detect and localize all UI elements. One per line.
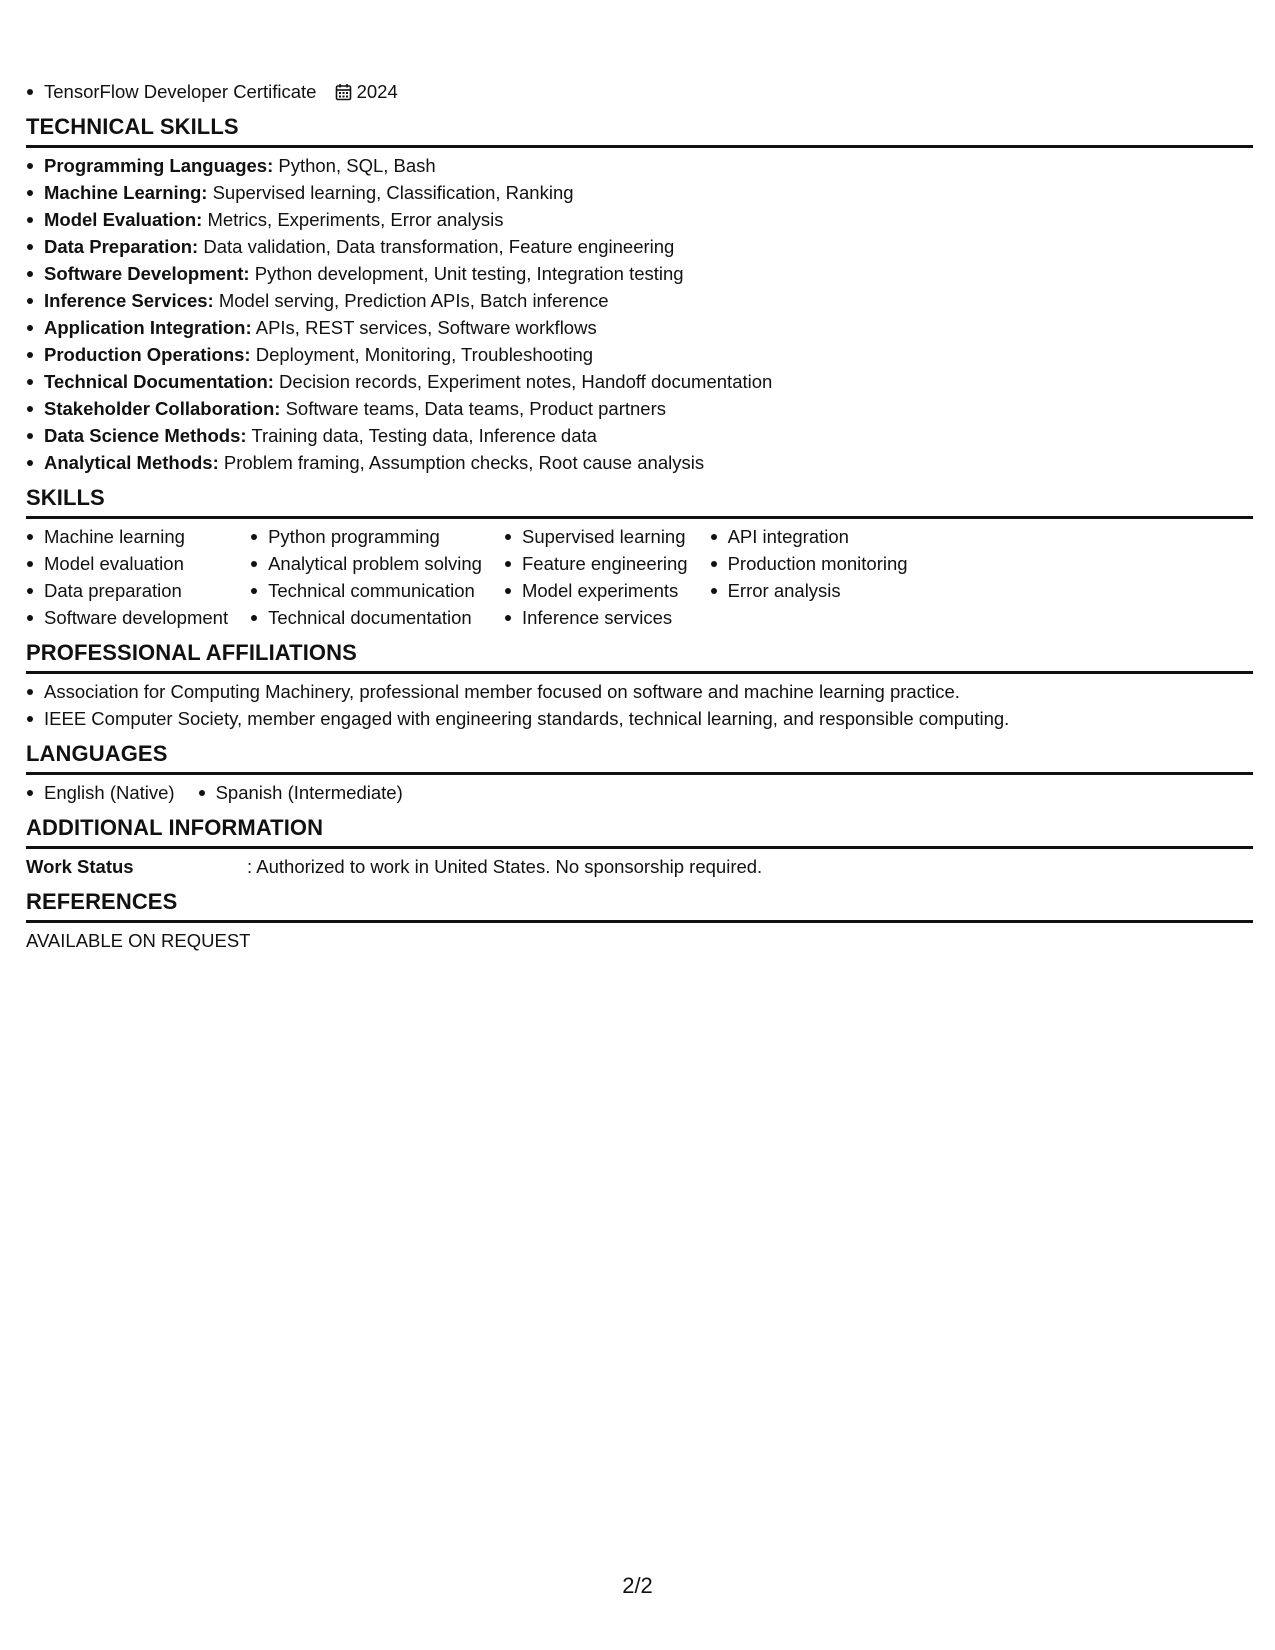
resume-page — [26, 78, 1253, 954]
languages-section — [26, 740, 1253, 806]
skill-item: Machine learning — [26, 523, 228, 550]
technical-skill-item — [26, 368, 1253, 395]
technical-skill-item — [26, 314, 1253, 341]
skill-category: Stakeholder Collaboration: — [44, 398, 281, 419]
skills-grid — [26, 523, 1253, 631]
affiliation-item: IEEE Computer Society, member engaged with engineering standards, technical learning, and responsible computing. — [26, 705, 1253, 732]
skill-item: Error analysis — [710, 577, 908, 604]
section-title-technical-skills: TECHNICAL SKILLS — [26, 113, 1253, 148]
skill-item: Software development — [26, 604, 228, 631]
skill-values: Deployment, Monitoring, Troubleshooting — [255, 344, 594, 365]
technical-skill-item — [26, 395, 1253, 422]
section-title-references: REFERENCES — [26, 888, 1253, 923]
skill-category: Technical Documentation: — [44, 371, 274, 392]
section-title-affiliations: PROFESSIONAL AFFILIATIONS — [26, 639, 1253, 674]
skill-category: Application Integration: — [44, 317, 252, 338]
skill-values: Python development, Unit testing, Integration testing — [254, 263, 684, 284]
skill-item: Model evaluation — [26, 550, 228, 577]
skill-values: Supervised learning, Classification, Ranking — [212, 182, 574, 203]
skill-item: Technical communication — [250, 577, 482, 604]
language-item: Spanish (Intermediate) — [198, 779, 403, 806]
certifications-list — [26, 78, 1253, 105]
technical-skill-item — [26, 422, 1253, 449]
technical-skill-item — [26, 260, 1253, 287]
references-text: AVAILABLE ON REQUEST — [26, 930, 251, 951]
skill-category: Software Development: — [44, 263, 250, 284]
work-status-value: : Authorized to work in United States. No sponsorship required. — [247, 856, 763, 877]
skills-section — [26, 484, 1253, 631]
skill-values: Decision records, Experiment notes, Handoff documentation — [279, 371, 773, 392]
skills-column — [710, 523, 908, 631]
skill-category: Model Evaluation: — [44, 209, 203, 230]
skills-column — [504, 523, 688, 631]
affiliations-list — [26, 678, 1253, 732]
skill-values: Python, SQL, Bash — [278, 155, 436, 176]
certification-item — [26, 78, 1253, 105]
section-title-languages: LANGUAGES — [26, 740, 1253, 775]
section-title-skills: SKILLS — [26, 484, 1253, 519]
technical-skill-item — [26, 179, 1253, 206]
technical-skill-item — [26, 233, 1253, 260]
languages-list — [26, 779, 1253, 806]
certification-year: 2024 — [356, 81, 398, 102]
skill-category: Production Operations: — [44, 344, 251, 365]
skill-item: Analytical problem solving — [250, 550, 482, 577]
skill-item: Data preparation — [26, 577, 228, 604]
skills-column — [250, 523, 482, 631]
skill-item: Feature engineering — [504, 550, 688, 577]
skill-category: Data Science Methods: — [44, 425, 247, 446]
skill-item: Technical documentation — [250, 604, 482, 631]
affiliations-section — [26, 639, 1253, 732]
technical-skill-item — [26, 206, 1253, 233]
skill-item: API integration — [710, 523, 908, 550]
skill-category: Machine Learning: — [44, 182, 208, 203]
skill-category: Inference Services: — [44, 290, 214, 311]
work-status-row — [26, 853, 1253, 880]
technical-skills-section — [26, 113, 1253, 476]
additional-info-section — [26, 814, 1253, 880]
skill-item: Supervised learning — [504, 523, 688, 550]
work-status-label: Work Status — [26, 856, 134, 877]
skill-values: Data validation, Data transformation, Feature engineering — [203, 236, 675, 257]
technical-skill-item — [26, 152, 1253, 179]
section-title-additional-info: ADDITIONAL INFORMATION — [26, 814, 1253, 849]
references-section — [26, 888, 1253, 954]
page-number: 2/2 — [622, 1573, 653, 1598]
skill-item: Production monitoring — [710, 550, 908, 577]
skill-category: Programming Languages: — [44, 155, 274, 176]
affiliation-item: Association for Computing Machinery, professional member focused on software and machine learning practice. — [26, 678, 1253, 705]
skill-category: Analytical Methods: — [44, 452, 219, 473]
skill-item: Inference services — [504, 604, 688, 631]
technical-skill-item — [26, 449, 1253, 476]
calendar-icon — [335, 83, 352, 101]
skill-values: Problem framing, Assumption checks, Root cause analysis — [223, 452, 705, 473]
skill-item: Model experiments — [504, 577, 688, 604]
skill-values: Metrics, Experiments, Error analysis — [207, 209, 504, 230]
skill-item: Python programming — [250, 523, 482, 550]
certification-name: TensorFlow Developer Certificate — [44, 81, 317, 102]
technical-skill-item — [26, 287, 1253, 314]
technical-skills-list — [26, 152, 1253, 476]
skill-values: Model serving, Prediction APIs, Batch inference — [218, 290, 609, 311]
language-item: English (Native) — [26, 779, 175, 806]
skills-column — [26, 523, 228, 631]
skill-values: Training data, Testing data, Inference data — [251, 425, 597, 446]
skill-category: Data Preparation: — [44, 236, 199, 257]
technical-skill-item — [26, 341, 1253, 368]
skill-values: Software teams, Data teams, Product partners — [285, 398, 667, 419]
skill-values: APIs, REST services, Software workflows — [255, 317, 597, 338]
